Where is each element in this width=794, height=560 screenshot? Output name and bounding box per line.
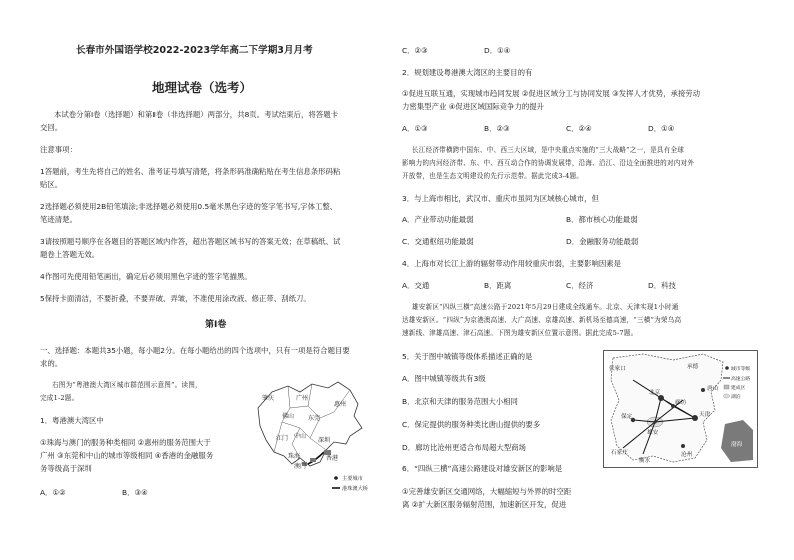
note-1-line-1: 1答题前，考生先将自己的姓名、准考证号填写清楚，将条形码准确粘贴在考生信息条形码粘 <box>40 167 341 176</box>
q2-stem: 2．规划建设粤港澳大湾区的主要目的有 <box>402 68 533 77</box>
q4-stem: 4．上海市对长江上游的辐射带动作用较重庆市弱，主要影响因素是 <box>402 259 622 268</box>
school-title: 长春市外国语学校2022-2023学年高二下学期3月月考 <box>76 45 313 56</box>
q1-choice-b[interactable]: B．③④ <box>122 488 148 497</box>
q1-choice-d[interactable]: D．①④ <box>484 46 511 55</box>
material-1-line-2: 完成1-2题。 <box>40 394 79 402</box>
map1-legend-city: 主要城市 <box>342 476 363 482</box>
map1-city-hongkong: 香港 <box>326 455 339 462</box>
map2-legend-highway: 高速公路 <box>731 377 751 382</box>
map2-city-cangzhou: 沧州 <box>681 452 693 458</box>
map2-city-chengde: 承德 <box>687 364 699 370</box>
q6-stem: 6．“四纵三横”高速公路建设对雄安新区的影响是 <box>402 464 563 473</box>
q2-choice-a[interactable]: A．①③ <box>402 124 428 133</box>
map2-city-shijiazhuang: 石家庄 <box>611 450 628 456</box>
q3-choice-c[interactable]: C．交通枢纽功能最弱 <box>402 237 474 246</box>
map2-city-langfang: 廊坊 <box>675 400 687 406</box>
intro-line-2: 交回。 <box>40 123 63 132</box>
material-2-line-2: 影响力的内河经济带、东、中、西互动合作的协调发展带，沿海、沿江、沿边全面推进的对内对外 <box>402 159 695 167</box>
q3-choice-a[interactable]: A．产业带动功能最弱 <box>402 215 474 224</box>
material-3-line-3: 速新线、津雄高速、津石高速。下图为雄安新区位置示意图。据此完成5-7题。 <box>402 329 638 337</box>
note-3-line-1: 3请按照题号顺序在各题目的答题区域内作答，超出答题区域书写的答案无效；在草稿纸、试 <box>40 237 341 246</box>
note-2-line-1: 2选择题必须使用2B铅笔填涂;非选择题必须使用0.5毫米黑色字迹的签字笔书写,字体工整、 <box>40 202 338 211</box>
material-2-line-3: 开放带，也是生态文明建设的先行示范带。据此完成3-4题。 <box>402 172 584 180</box>
map1-city-guangzhou: 广州 <box>296 395 309 402</box>
map2-city-xiongan: 雄安 <box>647 430 659 436</box>
q1-choice-c[interactable]: C．②③ <box>402 46 428 55</box>
map1-city-foshan: 佛山 <box>282 413 295 420</box>
map1-city-zhongshan: 中山 <box>294 433 307 440</box>
q1-opt-line-2: 广州 ③东莞和中山的城市等级相同 ④香港的金融服务 <box>40 451 214 460</box>
map1-city-shenzhen: 深圳 <box>318 437 331 444</box>
map2-legend-city: 城市等级 <box>731 367 751 372</box>
note-4: 4作图可先使用铅笔画出，确定后必须用黑色字迹的签字笔描黑。 <box>40 272 252 281</box>
map2-city-tianjin: 天津 <box>699 412 711 418</box>
q5-choice-b[interactable]: B．北京和天津的服务范围大小相同 <box>402 397 518 406</box>
q5-choice-a[interactable]: A．图中城镇等级共有3级 <box>402 374 486 383</box>
map2-sea-bohai: 渤海 <box>731 442 743 448</box>
q4-choice-a[interactable]: A．交通 <box>402 281 430 290</box>
section-instr-2: 求的。 <box>40 359 63 368</box>
map2-city-baoding: 保定 <box>621 414 633 420</box>
q4-choice-c[interactable]: C．经济 <box>566 281 594 290</box>
q1-choice-a[interactable]: A．①② <box>40 488 66 497</box>
q4-choice-b[interactable]: B．距离 <box>484 281 512 290</box>
q2-choice-c[interactable]: C．②④ <box>566 124 592 133</box>
q6-opt-line-1: ①完善雄安新区交通网络，大幅缩短与外界的时空距 <box>402 487 572 496</box>
map2-legend-lake: 湖泊 <box>731 395 741 400</box>
bay-area-map <box>250 378 375 496</box>
map1-city-huizhou: 惠州 <box>334 401 347 408</box>
q1-stem: 1．粤港澳大湾区中 <box>40 416 104 425</box>
q5-stem: 5．关于图中城镇等级体系描述正确的是 <box>402 352 533 361</box>
q2-choice-b[interactable]: B．②③ <box>484 124 510 133</box>
map1-city-macau: 澳门 <box>294 463 307 470</box>
material-2-line-1: 长江经济带横跨中国东、中、西三大区域，是中央重点实施的“三大战略”之一，是具有全球 <box>412 146 685 154</box>
q3-choice-b[interactable]: B．都市核心功能最弱 <box>566 215 638 224</box>
map1-city-zhaoqing: 肇庆 <box>262 395 275 402</box>
map1-legend-bridge: 港珠澳大桥 <box>342 486 368 492</box>
material-3-line-2: 达雄安新区。“四纵”为京港澳高速、大广高速、京雄高速、新机场至德高速，“三横”为荣乌高 <box>402 316 682 324</box>
xiongan-map <box>603 350 758 468</box>
section-instr-1: 一、选择题：本题共35小题，每小题2分。在每小题给出的四个选项中，只有一项是符合题目要 <box>40 346 350 355</box>
q1-opt-line-3: 务等级高于深圳 <box>40 464 92 473</box>
intro-line-1: 本试卷分第Ⅰ卷（选择题）和第Ⅱ卷（非选择题）两部分，共8页。考试结束后，将答题卡 <box>54 110 338 119</box>
map2-city-tangshan: 唐山 <box>707 386 719 392</box>
q5-choice-c[interactable]: C．保定提供的服务种类比唐山提供的要多 <box>402 420 541 429</box>
material-3-line-1: 雄安新区“四纵三横”高速公路于2021年5月29日建成全线通车。北京、天津实现1小时通 <box>412 303 679 311</box>
notes-title: 注意事项： <box>40 145 77 154</box>
map1-city-dongguan: 东莞 <box>308 415 321 422</box>
q3-choice-d[interactable]: D．金融服务功能最弱 <box>566 237 639 246</box>
note-1-line-2: 贴区。 <box>40 180 63 189</box>
q5-choice-d[interactable]: D．廊坊比沧州更适合布局超大型商场 <box>402 443 526 452</box>
note-3-line-2: 题卷上答题无效。 <box>40 250 100 259</box>
note-5: 5保持卡面清洁，不要折叠，不要弄破、弄皱，不准使用涂改液、修正带、刮纸刀。 <box>40 294 311 303</box>
q2-choice-d[interactable]: D．①④ <box>648 124 675 133</box>
q6-opt-line-2: 离 ②扩大新区服务辐射范围，加速新区开发，促进 <box>402 500 567 509</box>
q1-opt-line-1: ①珠海与澳门的服务种类相同 ②惠州的服务范围大于 <box>40 438 211 447</box>
note-2-line-2: 笔迹清楚。 <box>40 215 77 224</box>
map2-city-hengshui: 衡水 <box>639 458 651 464</box>
subject-title: 地理试卷（选考） <box>152 80 253 95</box>
material-1-line-1: 右图为“粤港澳大湾区城市群范围示意图”。读图， <box>52 381 202 389</box>
map2-city-beijing: 北京 <box>649 390 661 396</box>
q3-stem: 3．与上海市相比，武汉市、重庆市虽同为区域核心城市，但 <box>402 194 599 203</box>
q2-opt-line-2: 力密集型产业 ④促进区域国际竞争力的提升 <box>402 102 545 111</box>
map1-city-jiangmen: 江门 <box>276 435 289 442</box>
part-title: 第Ⅰ卷 <box>205 320 227 330</box>
map2-city-zhangjiakou: 张家口 <box>609 366 626 372</box>
map2-legend-built: 建成区 <box>731 386 746 391</box>
q2-opt-line-1: ①促进互联互通，实现城市趋同发展 ②促进区域分工与协同发展 ③发挥人才优势，承接劳动 <box>402 89 701 98</box>
map1-city-zhuhai: 珠海 <box>288 453 301 460</box>
q4-choice-d[interactable]: D．科技 <box>648 281 676 290</box>
